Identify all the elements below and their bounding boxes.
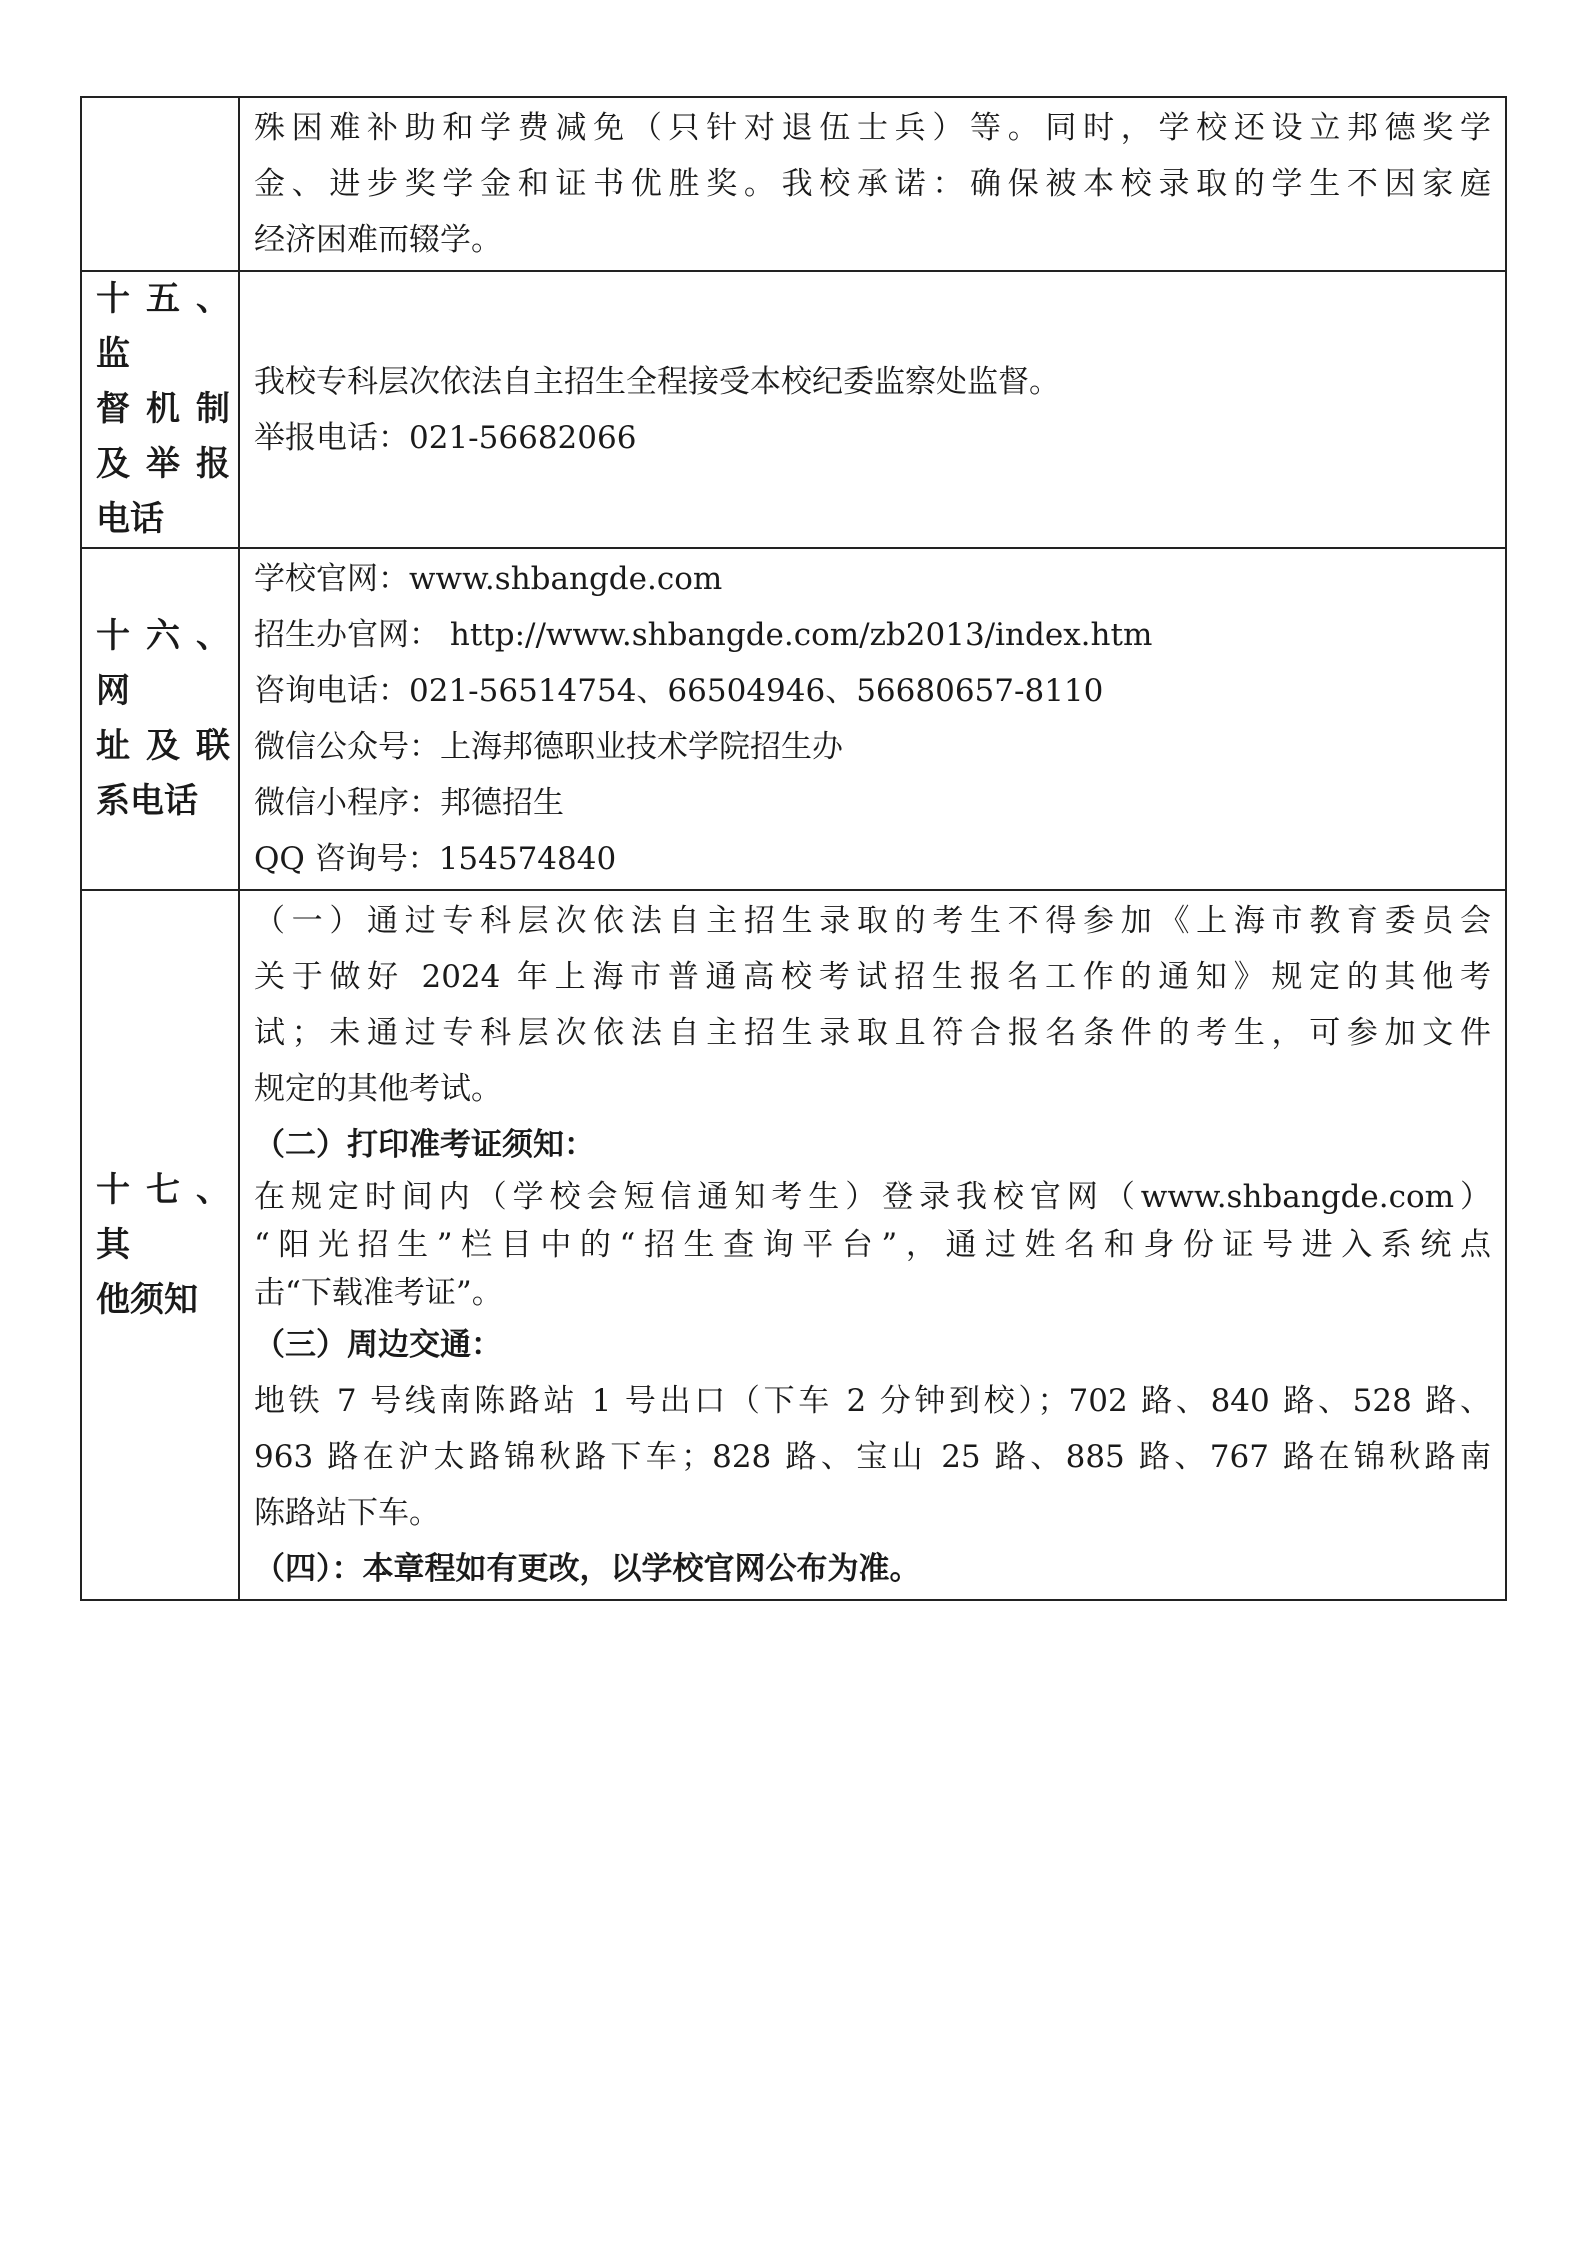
supervision-statement: 我校专科层次依法自主招生全程接受本校纪委监察处监督。 <box>254 363 1060 400</box>
note1-line: （一）通过专科层次依法自主招生录取的考生不得参加《上海市教育委员会 <box>254 903 1491 939</box>
consult-phone: 咨询电话：021-56514754、66504946、56680657-8110 <box>254 673 1104 709</box>
contact-cell <box>239 548 1506 890</box>
aid-line-3: 经济困难而辍学。 <box>254 222 502 258</box>
table-row-other-notes <box>81 890 1506 1600</box>
row-label-supervision <box>81 271 239 548</box>
aid-line-2: 金、进步奖学金和证书优胜奖。我校承诺：确保被本校录取的学生不因家庭 <box>254 166 1491 202</box>
note2-title: （二）打印准考证须知： <box>254 1127 595 1163</box>
note1-line: 试；未通过专科层次依法自主招生录取且符合报名条件的考生，可参加文件 <box>254 1015 1491 1051</box>
row-label-contact <box>81 548 239 890</box>
wechat-miniprogram: 微信小程序：邦德招生 <box>254 785 564 821</box>
financial-aid-cell <box>239 97 1506 271</box>
note3-title: （三）周边交通： <box>254 1327 502 1363</box>
row-label-other-notes <box>81 890 239 1600</box>
school-website[interactable]: 学校官网：www.shbangde.com <box>254 561 723 597</box>
admissions-website[interactable]: 招生办官网： http://www.shbangde.com/zb2013/index.htm <box>254 617 1153 653</box>
table-row-supervision <box>81 271 1506 548</box>
supervision-cell <box>239 271 1506 548</box>
label-line: 系电话 <box>96 781 198 821</box>
table-row-contact <box>81 548 1506 890</box>
other-notes-cell <box>239 890 1506 1600</box>
note3-line: 陈路站下车。 <box>254 1495 440 1531</box>
aid-line-1: 殊困难补助和学费减免（只针对退伍士兵）等。同时，学校还设立邦德奖学 <box>254 110 1491 146</box>
note2-line: 在规定时间内（学校会短信通知考生）登录我校官网（www.shbangde.com） <box>254 1179 1491 1215</box>
note3-line: 地铁 7 号线南陈路站 1 号出口（下车 2 分钟到校）；702 路、840 路、528 路、 <box>254 1383 1491 1419</box>
label-line: 址 及 联 <box>96 726 230 766</box>
row-label-empty <box>81 97 239 271</box>
label-line: 督 机 制 <box>96 389 230 429</box>
label-line: 他须知 <box>96 1279 198 1320</box>
table-row-financial-aid <box>81 97 1506 271</box>
label-line: 及 举 报 <box>96 444 230 484</box>
note2-line: “阳光招生”栏目中的“招生查询平台”，通过姓名和身份证号进入系统点 <box>254 1227 1491 1263</box>
admissions-info-table <box>80 96 1507 1601</box>
note4-title: （四）：本章程如有更改，以学校官网公布为准。 <box>254 1551 921 1587</box>
note3-line: 963 路在沪太路锦秋路下车；828 路、宝山 25 路、885 路、767 路在锦秋路南 <box>254 1439 1491 1475</box>
qq-consult: QQ 咨询号：154574840 <box>254 841 617 877</box>
wechat-account: 微信公众号：上海邦德职业技术学院招生办 <box>254 729 843 765</box>
label-line: 十五、监 <box>96 279 230 374</box>
note1-line: 规定的其他考试。 <box>254 1071 502 1107</box>
label-line: 电话 <box>96 499 164 539</box>
report-phone: 举报电话：021-56682066 <box>254 419 637 456</box>
note2-line: 击“下载准考证”。 <box>254 1275 503 1311</box>
label-line: 十七、其 <box>96 1169 230 1265</box>
note1-line: 关于做好 2024 年上海市普通高校考试招生报名工作的通知》规定的其他考 <box>254 959 1491 995</box>
label-line: 十六、网 <box>96 616 230 711</box>
